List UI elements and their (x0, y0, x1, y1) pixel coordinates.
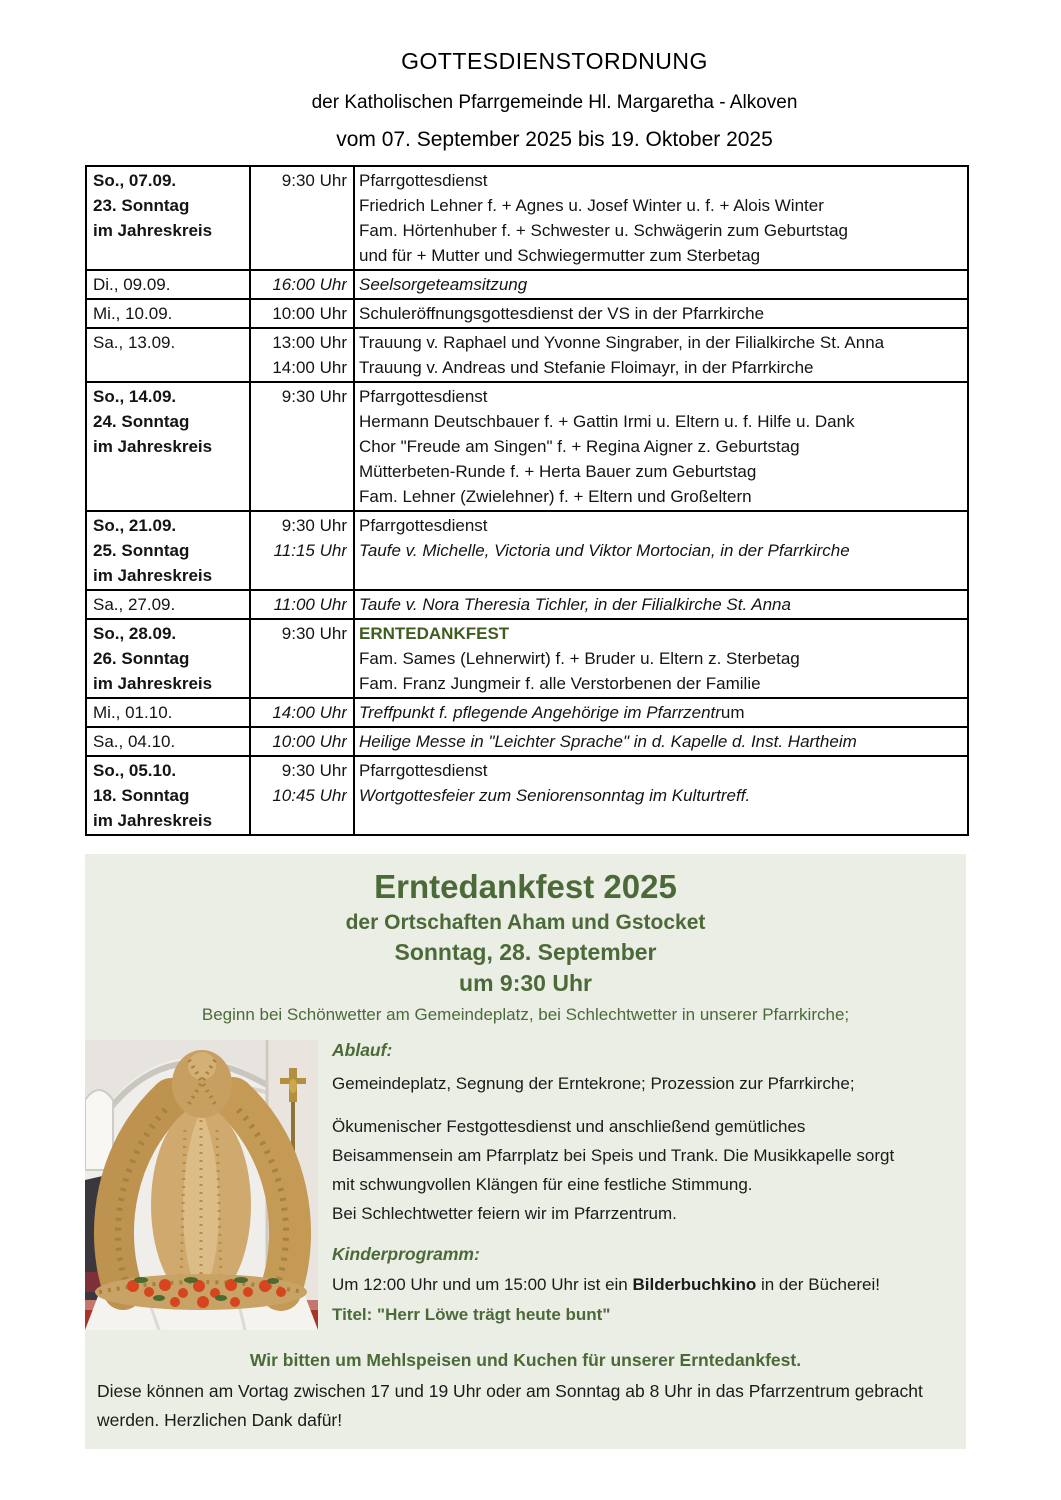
schedule-row (87, 726, 967, 755)
date-cell: Mi., 01.10. (87, 699, 251, 726)
harvest-crown-photo (85, 1040, 318, 1330)
cake-appeal-body (85, 1377, 966, 1435)
erntedankfest-title: Erntedankfest 2025 (374, 868, 677, 905)
time-cell: 11:00 Uhr (251, 591, 355, 618)
schedule-row (87, 167, 967, 269)
schedule-row (87, 327, 967, 381)
kinder-book-title: Titel: "Herr Löwe trägt heute bunt" (332, 1305, 611, 1324)
kinder-text-post: in der Bücherei! (756, 1275, 881, 1294)
schedule-row (87, 618, 967, 697)
erntedankfest-time: um 9:30 Uhr (459, 970, 592, 996)
service-cell: Heilige Messe in "Leichter Sprache" in d. Kapelle d. Inst. Hartheim (359, 732, 857, 751)
time-cell: 9:30 Uhr (251, 620, 355, 697)
erntedankfest-date: Sonntag, 28. September (394, 939, 657, 965)
service-cell: Trauung v. Raphael und Yvonne Singraber, in der Filialkirche St. Anna Trauung v. Andreas und Stefanie Floimayr, in der Pfarrkirche (359, 333, 885, 377)
ablauf-line: Ökumenischer Festgottesdienst und anschließend gemütliches (332, 1117, 806, 1136)
service-cell: Schuleröffnungsgottesdienst der VS in der Pfarrkirche (359, 304, 765, 323)
time-cell: 9:30 Uhr (251, 383, 355, 510)
schedule-row (87, 697, 967, 726)
service-cell: Seelsorgeteamsitzung (359, 275, 528, 294)
cake-appeal-heading: Wir bitten um Mehlspeisen und Kuchen für unserer Erntedankfest. (249, 1350, 802, 1370)
date-cell: Mi., 10.09. (87, 300, 251, 327)
time-cell: 10:00 Uhr (251, 300, 355, 327)
page-title: GOTTESDIENSTORDNUNG (401, 48, 708, 74)
date-cell: Sa., 04.10. (87, 728, 251, 755)
time-cell: 9:30 Uhr 11:15 Uhr (251, 512, 355, 589)
ablauf-heading: Ablauf: (332, 1040, 393, 1060)
cake-appeal-line: Diese können am Vortag zwischen 17 und 19 Uhr oder am Sonntag ab 8 Uhr in das Pfarrzentrum gebracht (97, 1381, 923, 1401)
parish-subtitle: der Katholischen Pfarrgemeinde Hl. Margaretha - Alkoven (311, 92, 798, 113)
service-cell: Pfarrgottesdienst Wortgottesfeier zum Seniorensonntag im Kulturtreff. (359, 761, 751, 805)
schedule-row (87, 510, 967, 589)
date-cell: Di., 09.09. (87, 271, 251, 298)
service-cell: ERNTEDANKFEST Fam. Sames (Lehnerwirt) f. + Bruder u. Eltern z. Sterbetag Fam. Franz Jungmeir f. alle Verstorbenen der Familie (359, 624, 800, 693)
service-cell: Treffpunkt f. pflegende Angehörige im Pfarrzentrum (359, 703, 745, 722)
ablauf-paragraph-1: Gemeindeplatz, Segnung der Erntekrone; Prozession zur Pfarrkirche; (332, 1074, 855, 1093)
schedule-row (87, 589, 967, 618)
kinderprogramm-line (332, 1271, 942, 1299)
time-cell: 13:00 Uhr 14:00 Uhr (251, 329, 355, 381)
kinderprogramm-heading: Kinderprogramm: (332, 1244, 480, 1264)
erntedankfest-content (85, 1040, 966, 1330)
erntedankfest-villages: der Ortschaften Aham und Gstocket (345, 911, 706, 934)
schedule-row (87, 298, 967, 327)
harvest-crown-image (85, 1040, 318, 1330)
schedule-row (87, 269, 967, 298)
kinder-text-pre: Um 12:00 Uhr und um 15:00 Uhr ist ein (332, 1275, 633, 1294)
date-cell: So., 07.09. 23. Sonntag im Jahreskreis (87, 167, 251, 269)
time-cell: 14:00 Uhr (251, 699, 355, 726)
document-header (24, 0, 1061, 152)
erntedankfest-weather-note: Beginn bei Schönwetter am Gemeindeplatz, bei Schlechtwetter in unserer Pfarrkirche; (201, 1005, 850, 1024)
ablauf-line: Beisammensein am Pfarrplatz bei Speis und Trank. Die Musikkapelle sorgt (332, 1146, 895, 1165)
erntedankfest-section (85, 854, 966, 1449)
service-schedule-table (85, 165, 969, 836)
time-cell: 9:30 Uhr 10:45 Uhr (251, 757, 355, 834)
schedule-row (87, 755, 967, 834)
service-cell: Pfarrgottesdienst Hermann Deutschbauer f. + Gattin Irmi u. Eltern u. f. Hilfe u. Dank Chor "Freude am Singen" f. + Regina Aigner z. Geburtstag Mütterbeten-Runde f. + Herta Bauer zum Geburtstag Fam. Lehner (Zwielehner) f. + Eltern und Großeltern (359, 387, 855, 506)
ablauf-line: mit schwungvollen Klängen für eine festliche Stimmung. (332, 1175, 753, 1194)
cake-appeal-line: werden. Herzlichen Dank dafür! (97, 1410, 343, 1430)
date-cell: So., 05.10. 18. Sonntag im Jahreskreis (87, 757, 251, 834)
kinder-text-bold: Bilderbuchkino (632, 1275, 757, 1294)
time-cell: 16:00 Uhr (251, 271, 355, 298)
date-cell: So., 28.09. 26. Sonntag im Jahreskreis (87, 620, 251, 697)
date-cell: So., 21.09. 25. Sonntag im Jahreskreis (87, 512, 251, 589)
service-cell: Pfarrgottesdienst Taufe v. Michelle, Victoria und Viktor Mortocian, in der Pfarrkirche (359, 516, 850, 560)
date-cell: Sa., 13.09. (87, 329, 251, 381)
erntedankfest-text (318, 1040, 966, 1330)
service-cell: Pfarrgottesdienst Friedrich Lehner f. + Agnes u. Josef Winter u. f. + Alois Winter Fam. Hörtenhuber f. + Schwester u. Schwägerin zum Geburtstag und für + Mutter und Schwiegermutter zum Sterbetag (359, 171, 848, 265)
ablauf-line: Bei Schlechtwetter feiern wir im Pfarrzentrum. (332, 1204, 677, 1223)
date-cell: So., 14.09. 24. Sonntag im Jahreskreis (87, 383, 251, 510)
time-cell: 10:00 Uhr (251, 728, 355, 755)
date-range-subtitle: vom 07. September 2025 bis 19. Oktober 2025 (336, 128, 773, 151)
erntedankfest-heading (85, 868, 966, 1025)
ablauf-paragraph-2 (332, 1112, 942, 1228)
schedule-row (87, 381, 967, 510)
time-cell: 9:30 Uhr (251, 167, 355, 269)
date-cell: Sa., 27.09. (87, 591, 251, 618)
service-cell: Taufe v. Nora Theresia Tichler, in der Filialkirche St. Anna (359, 595, 791, 614)
